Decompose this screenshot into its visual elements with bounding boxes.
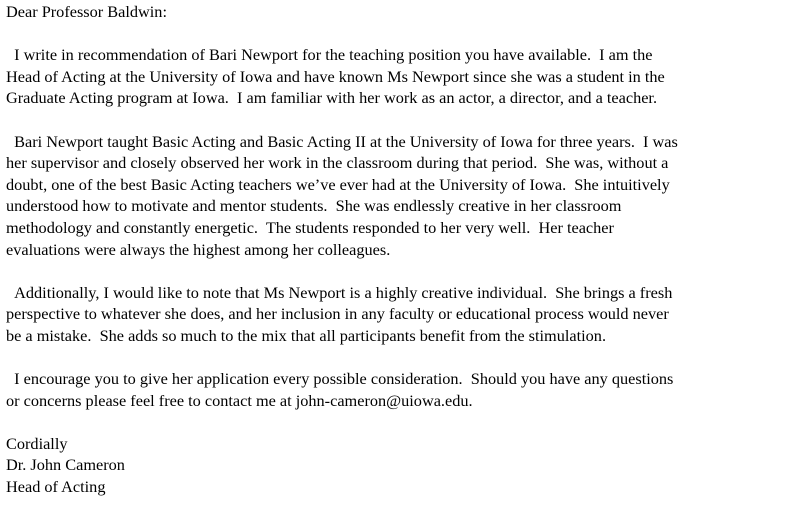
signer-title: Head of Acting	[6, 477, 106, 497]
paragraph-line: I write in recommendation of Bari Newport for the teaching position you have available. I am the	[6, 45, 653, 65]
closing: Cordially	[6, 433, 68, 453]
paragraph-line: Graduate Acting program at Iowa. I am familiar with her work as an actor, a director, and a teacher.	[6, 88, 658, 108]
paragraph-gap	[6, 23, 795, 45]
paragraph-2	[6, 131, 795, 261]
paragraph-line: be a mistake. She adds so much to the mix that all participants benefit from the stimulation.	[6, 325, 607, 345]
paragraph-gap	[6, 347, 795, 369]
signer-name: Dr. John Cameron	[6, 455, 125, 475]
paragraph-line: Additionally, I would like to note that Ms Newport is a highly creative individual. She brings a fresh	[6, 282, 673, 302]
paragraph-line: I encourage you to give her application every possible consideration. Should you have any questions	[6, 369, 674, 389]
paragraph-gap	[6, 260, 795, 282]
paragraph-line: Bari Newport taught Basic Acting and Basic Acting II at the University of Iowa for three years. I was	[6, 131, 678, 151]
paragraph-gap	[6, 109, 795, 131]
signature-block	[6, 433, 795, 498]
paragraph-line: or concerns please feel free to contact me at john-cameron@uiowa.edu.	[6, 390, 473, 410]
paragraph-gap	[6, 411, 795, 433]
paragraph-line: evaluations were always the highest among her colleagues.	[6, 239, 391, 259]
paragraph-line: Head of Acting at the University of Iowa and have known Ms Newport since she was a student in the	[6, 66, 665, 86]
paragraph-3	[6, 282, 795, 347]
paragraph-line: methodology and constantly energetic. The students responded to her very well. Her teacher	[6, 217, 614, 237]
salutation: Dear Professor Baldwin:	[6, 2, 167, 21]
paragraph-line: doubt, one of the best Basic Acting teachers we’ve ever had at the University of Iowa. She intuitively	[6, 174, 670, 194]
recommendation-letter	[6, 1, 795, 498]
paragraph-line: her supervisor and closely observed her work in the classroom during that period. She was, without a	[6, 153, 669, 173]
paragraph-line: understood how to motivate and mentor students. She was endlessly creative in her classroom	[6, 196, 622, 216]
paragraph-1	[6, 44, 795, 109]
paragraph-4	[6, 368, 795, 411]
paragraph-line: perspective to whatever she does, and her inclusion in any faculty or educational process would never	[6, 304, 669, 324]
